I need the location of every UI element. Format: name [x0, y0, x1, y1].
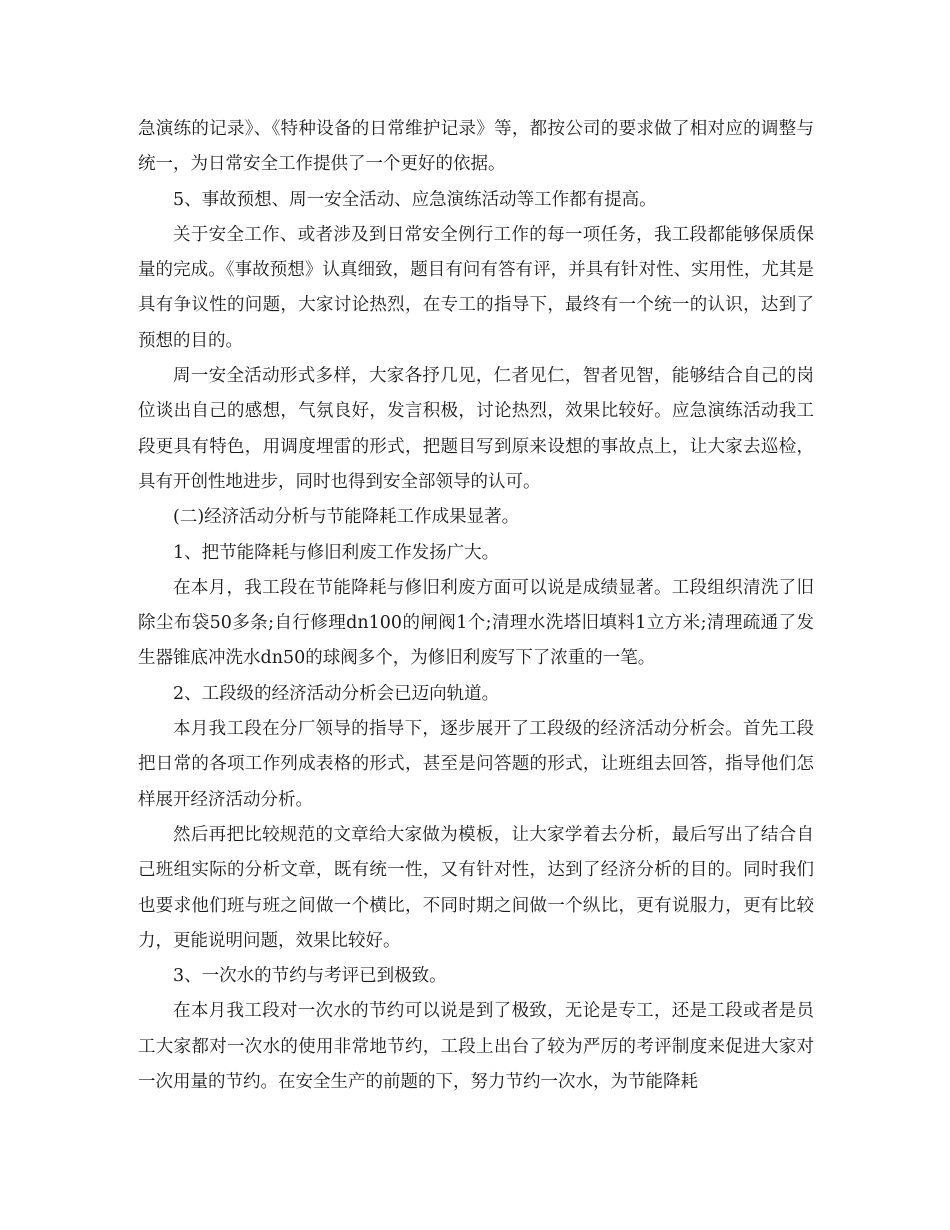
paragraph-energy-saving: 在本月，我工段在节能降耗与修旧利废方面可以说是成绩显著。工段组织清洗了旧除尘布袋50多条;自行修理dn100的闸阀1个;清理水洗塔旧填料1立方米;清理疏通了发生器锥底冲洗水dn50的球阀多个，为修旧利废写下了浓重的一笔。 — [138, 577, 814, 669]
section-heading-economic: (二)经济活动分析与节能降耗工作成果显著。 — [173, 507, 520, 528]
paragraph-monday-activity: 周一安全活动形式多样，大家各抒几见，仁者见仁，智者见智，能够结合自己的岗位谈出自己的感想，气氛良好，发言积极，讨论热烈，效果比较好。应急演练活动我工段更具有特色，用调度埋雷的形式，把题目写到原来设想的事故点上，让大家去巡检，具有开创性地进步，同时也得到安全部领导的认可。 — [138, 366, 814, 492]
paragraph-analysis-meeting: 本月我工段在分厂领导的指导下，逐步展开了工段级的经济活动分析会。首先工段把日常的各项工作列成表格的形式，甚至是问答题的形式，让班组去回答，指导他们怎样展开经济活动分析。 — [138, 719, 814, 810]
document-body — [138, 112, 814, 1100]
paragraph-water-saving: 在本月我工段对一次水的节约可以说是到了极致，无论是专工，还是工段或者是员工大家都对一次水的使用非常地节约，工段上出台了较为严厉的考评制度来促进大家对一次用量的节约。在安全生产的前题的下，努力节约一次水，为节能降耗 — [138, 1001, 814, 1093]
paragraph-item-1: 1、把节能降耗与修旧利废工作发扬广大。 — [173, 542, 500, 563]
paragraph-continuation: 急演练的记录》、《特种设备的日常维护记录》等，都按公司的要求做了相对应的调整与统一，为日常安全工作提供了一个更好的依据。 — [138, 119, 814, 175]
paragraph-item-2: 2、工段级的经济活动分析会已迈向轨道。 — [173, 683, 500, 704]
paragraph-safety-work: 关于安全工作、或者涉及到日常安全例行工作的每一项任务，我工段都能够保质保量的完成。《事故预想》认真细致，题目有问有答有评，并具有针对性、实用性，尤其是具有争议性的问题，大家讨论热烈，在专工的指导下，最终有一个统一的认识，达到了预想的目的。 — [138, 224, 814, 351]
paragraph-item-5: 5、事故预想、周一安全活动、应急演练活动等工作都有提高。 — [173, 189, 657, 210]
paragraph-template-analysis: 然后再把比较规范的文章给大家做为模板，让大家学着去分析，最后写出了结合自己班组实际的分析文章，既有统一性，又有针对性，达到了经济分析的目的。同时我们也要求他们班与班之间做一个横比，不同时期之间做一个纵比，更有说服力，更有比较力，更能说明问题，效果比较好。 — [138, 824, 814, 951]
paragraph-item-3: 3、一次水的节约与考评已到极致。 — [173, 966, 447, 987]
